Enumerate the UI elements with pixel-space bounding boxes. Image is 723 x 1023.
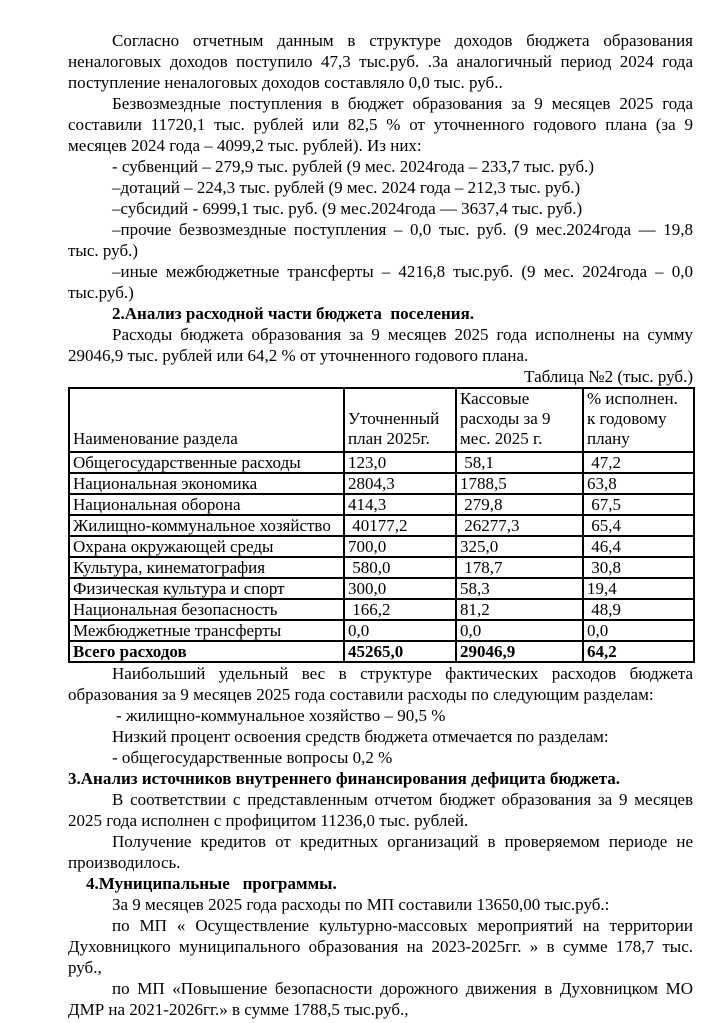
table-row [69, 536, 694, 557]
column-header-cash-expenses: Кассовые расходы за 9 мес. 2025 г. [456, 388, 583, 452]
financing-paragraph-credits: Получение кредитов от кредитных организаций в проверяемом периоде не производилось. [68, 832, 693, 872]
expenses-paragraph-summary: Расходы бюджета образования за 9 месяцев 2025 года исполнены на сумму 29046,9 тыс. рублей или 64,2 % от уточненного годового плана. [68, 325, 693, 365]
cell-total-cash: 29046,9 [456, 641, 583, 662]
cell-plan: 123,0 [344, 452, 456, 473]
cell-cash: 58,3 [456, 578, 583, 599]
programs-paragraph-road-safety: по МП «Повышение безопасности дорожного движения в Духовницком МО ДМР на 2021-2026гг.» в сумме 1788,5 тыс.руб., [68, 979, 693, 1019]
table-total-row [69, 641, 694, 662]
table-row [69, 494, 694, 515]
cell-plan: 2804,3 [344, 473, 456, 494]
cell-total-label: Всего расходов [69, 641, 344, 662]
cell-cash: 325,0 [456, 536, 583, 557]
cell-section-name: Общегосударственные расходы [69, 452, 344, 473]
section-4-heading: 4.Муниципальные программы. [86, 874, 337, 893]
cell-percent: 67,5 [583, 494, 694, 515]
cell-cash: 26277,3 [456, 515, 583, 536]
cell-percent: 30,8 [583, 557, 694, 578]
income-item-subsidies: –субсидий - 6999,1 тыс. руб. (9 мес.2024года — 3637,4 тыс. руб.) [112, 199, 583, 218]
cell-cash: 0,0 [456, 620, 583, 641]
cell-section-name: Физическая культура и спорт [69, 578, 344, 599]
cell-plan: 414,3 [344, 494, 456, 515]
income-paragraph-nontax: Согласно отчетным данным в структуре доходов бюджета образования неналоговых доходов поступило 47,3 тыс.руб. .За аналогичный период 2024 года поступление неналоговых доходов составляло 0,0 тыс. руб.. [68, 31, 693, 92]
cell-plan: 166,2 [344, 599, 456, 620]
cell-cash: 279,8 [456, 494, 583, 515]
cell-plan: 0,0 [344, 620, 456, 641]
income-item-subventions: - субвенций – 279,9 тыс. рублей (9 мес. 2024года – 233,7 тыс. руб.) [112, 157, 595, 176]
cell-cash: 178,7 [456, 557, 583, 578]
expenses-paragraph-largest-share: Наибольший удельный вес в структуре фактических расходов бюджета образования за 9 месяцев 2025 года составили расходы по следующим разделам: [68, 664, 693, 704]
section-2-heading: 2.Анализ расходной части бюджета поселения. [112, 304, 475, 323]
cell-cash: 58,1 [456, 452, 583, 473]
table-row [69, 557, 694, 578]
expenses-item-state-issues: - общегосударственные вопросы 0,2 % [112, 748, 393, 767]
cell-section-name: Национальная экономика [69, 473, 344, 494]
cell-percent: 48,9 [583, 599, 694, 620]
income-item-dotations: –дотаций – 224,3 тыс. рублей (9 мес. 2024 года – 212,3 тыс. руб.) [112, 178, 581, 197]
cell-plan: 580,0 [344, 557, 456, 578]
cell-percent: 19,4 [583, 578, 694, 599]
cell-percent: 0,0 [583, 620, 694, 641]
cell-percent: 47,2 [583, 452, 694, 473]
cell-section-name: Жилищно-коммунальное хозяйство [69, 515, 344, 536]
cell-percent: 46,4 [583, 536, 694, 557]
table-row [69, 473, 694, 494]
table-caption: Таблица №2 (тыс. руб.) [524, 367, 693, 386]
column-header-updated-plan: Уточненный план 2025г. [344, 388, 456, 452]
cell-total-plan: 45265,0 [344, 641, 456, 662]
table-row [69, 620, 694, 641]
cell-total-percent: 64,2 [583, 641, 694, 662]
table-header-row [69, 388, 694, 452]
cell-section-name: Межбюджетные трансферты [69, 620, 344, 641]
cell-cash: 81,2 [456, 599, 583, 620]
cell-plan: 700,0 [344, 536, 456, 557]
financing-paragraph-surplus: В соответствии с представленным отчетом бюджет образования за 9 месяцев 2025 года исполнен с профицитом 11236,0 тыс. рублей. [68, 790, 693, 830]
cell-section-name: Охрана окружающей среды [69, 536, 344, 557]
programs-paragraph-cultural: по МП « Осуществление культурно-массовых мероприятий на территории Духовницкого муниципального образования на 2023-2025гг. » в сумме 178,7 тыс. руб., [68, 916, 693, 977]
cell-percent: 63,8 [583, 473, 694, 494]
table-row [69, 515, 694, 536]
programs-paragraph-total: За 9 месяцев 2025 года расходы по МП составили 13650,00 тыс.руб.: [112, 895, 610, 914]
section-3-heading: 3.Анализ источников внутреннего финансирования дефицита бюджета. [68, 769, 621, 788]
expenses-item-housing: - жилищно-коммунальное хозяйство – 90,5 % [116, 706, 446, 725]
column-header-percent-executed: % исполнен. к годовому плану [583, 388, 694, 452]
table-row [69, 452, 694, 473]
expenses-paragraph-low-execution: Низкий процент освоения средств бюджета отмечается по разделам: [112, 727, 609, 746]
expenses-table [68, 387, 695, 663]
cell-percent: 65,4 [583, 515, 694, 536]
income-item-other-gratuitous: –прочие безвозмездные поступления – 0,0 тыс. руб. (9 мес.2024года — 19,8 тыс. руб.) [68, 220, 693, 260]
table-row [69, 599, 694, 620]
cell-cash: 1788,5 [456, 473, 583, 494]
table-row [69, 578, 694, 599]
cell-plan: 40177,2 [344, 515, 456, 536]
income-item-interbudget-transfers: –иные межбюджетные трансферты – 4216,8 тыс.руб. (9 мес. 2024года – 0,0 тыс.руб.) [68, 262, 693, 302]
income-paragraph-gratuitous: Безвозмездные поступления в бюджет образования за 9 месяцев 2025 года составили 11720,1 тыс. рублей или 82,5 % от уточненного годового плана (за 9 месяцев 2024 года – 4099,2 тыс. рублей). Из них: [68, 94, 693, 155]
cell-plan: 300,0 [344, 578, 456, 599]
cell-section-name: Культура, кинематография [69, 557, 344, 578]
cell-section-name: Национальная безопасность [69, 599, 344, 620]
cell-section-name: Национальная оборона [69, 494, 344, 515]
column-header-section-name: Наименование раздела [69, 388, 344, 452]
